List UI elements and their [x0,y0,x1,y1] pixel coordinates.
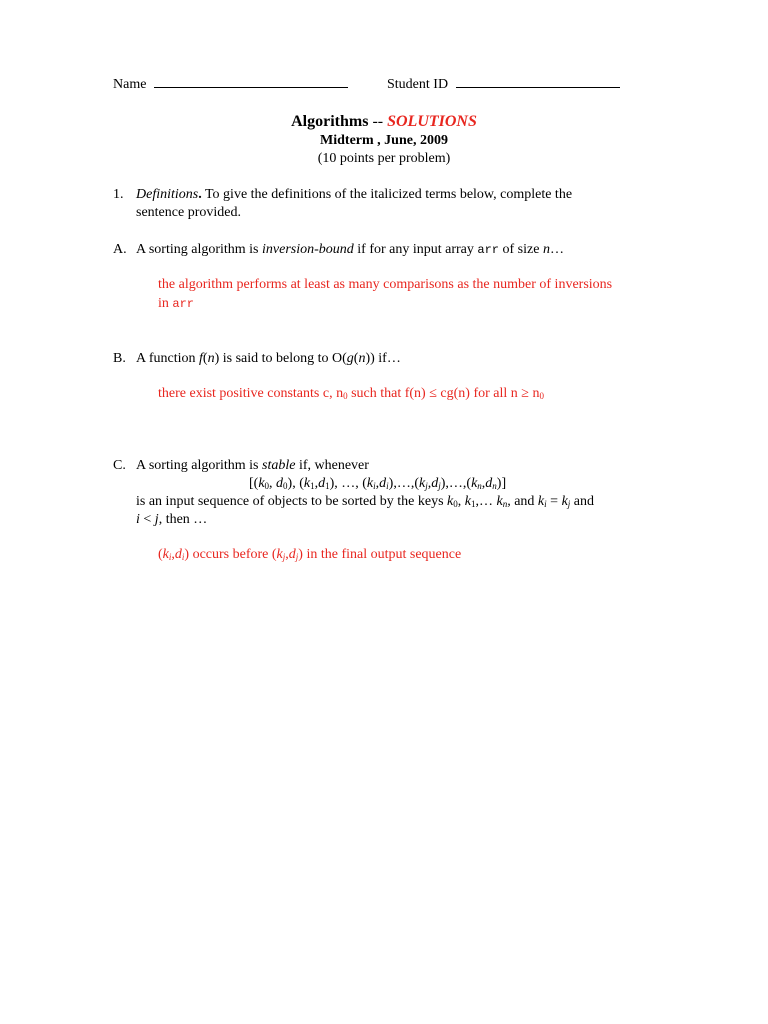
part-c-line4: i < j, then … [136,512,208,527]
name-field-row [113,73,348,93]
exam-subtitle: Midterm , June, 2009 [320,133,448,148]
part-b-arg2: n [358,351,366,366]
part-b-text-end: )) if… [365,351,401,366]
part-a-letter: A. [113,242,127,257]
part-a-text-pre: A sorting algorithm is [136,242,262,257]
points-note: (10 points per problem) [317,151,451,166]
part-a-text-size: of size [499,242,543,257]
part-a-ellipsis: … [549,242,564,257]
part-c-text-post: if, whenever [295,458,369,473]
part-b-answer-sub1: 0 [343,391,348,401]
title-separator: -- [368,113,388,130]
part-c-letter: C. [113,458,126,473]
part-a-var-n: n [542,242,550,257]
solutions-label: SOLUTIONS [387,113,477,130]
part-c-line3: is an input sequence of objects to be sorted by the keys $k_0$, $k_1,\dots$ $k_n$, and $k_i = k_j$ and [136,494,595,509]
part-b-gfn: g [346,351,354,366]
problem-1-intro-line2: sentence provided. [136,205,241,220]
part-a-answer-code: arr [172,297,194,311]
part-b-fn: f [199,351,203,366]
student-id-field-row [387,73,620,93]
part-a-term: inversion-bound [262,242,354,257]
part-b-letter: B. [113,351,126,366]
exam-title [0,113,768,131]
problem-1-number: 1. [113,187,124,202]
part-c-answer-post: in the final output sequence [302,547,462,562]
student-id-blank-line[interactable] [456,73,620,88]
name-label: Name [113,77,147,92]
part-b-answer-pre: there exist positive constants c, n [158,386,344,401]
part-a-text-mid: if for any input array [353,242,478,257]
part-c-text-pre: A sorting algorithm is [136,458,262,473]
problem-1-intro [136,187,572,203]
part-c-term: stable [262,458,296,473]
part-a-answer-in: in [158,296,173,311]
part-c-question [136,458,369,474]
part-a-question [136,242,564,258]
part-b-text-pre: A function [136,351,199,366]
part-b-answer [158,386,544,402]
problem-1-intro-line1: To give the definitions of the italicized terms below, complete the [201,187,573,202]
part-b-arg: n [207,351,215,366]
part-a-answer-line2 [158,296,194,312]
problem-1-label-punct: . [198,187,202,202]
problem-1-label: Definitions [136,187,199,202]
part-c-answer: $(k_i,d_i)$ occurs before $(k_j,d_j)$ in the final output sequence [158,547,462,562]
part-c-line3-pre: is an input sequence of objects to be sorted by the keys [136,494,448,509]
part-c-sequence: [($k_0$, $d_0$), $(k_1,d_1)$, …, $(k_i,d_i),\dots,(k_j,d_j),\dots,(k_n,d_n)$] [249,476,507,491]
part-c-line4-post: , then … [158,512,208,527]
name-blank-line[interactable] [154,73,348,88]
part-b-question: A function f(n) is said to belong to O(g(n)) if… [136,351,401,366]
part-b-answer-sub2: 0 [539,391,544,401]
student-id-label: Student ID [387,77,449,92]
part-c-line3-post: and [510,494,538,509]
part-b-text-mid: is said to belong to O( [219,351,347,366]
part-a-code: arr [477,243,499,257]
part-b-answer-mid: such that f(n) ≤ cg(n) for all n ≥ n [347,386,540,401]
part-a-answer-line1: the algorithm performs at least as many comparisons as the number of inversions [158,277,613,292]
course-title: Algorithms [291,113,369,130]
